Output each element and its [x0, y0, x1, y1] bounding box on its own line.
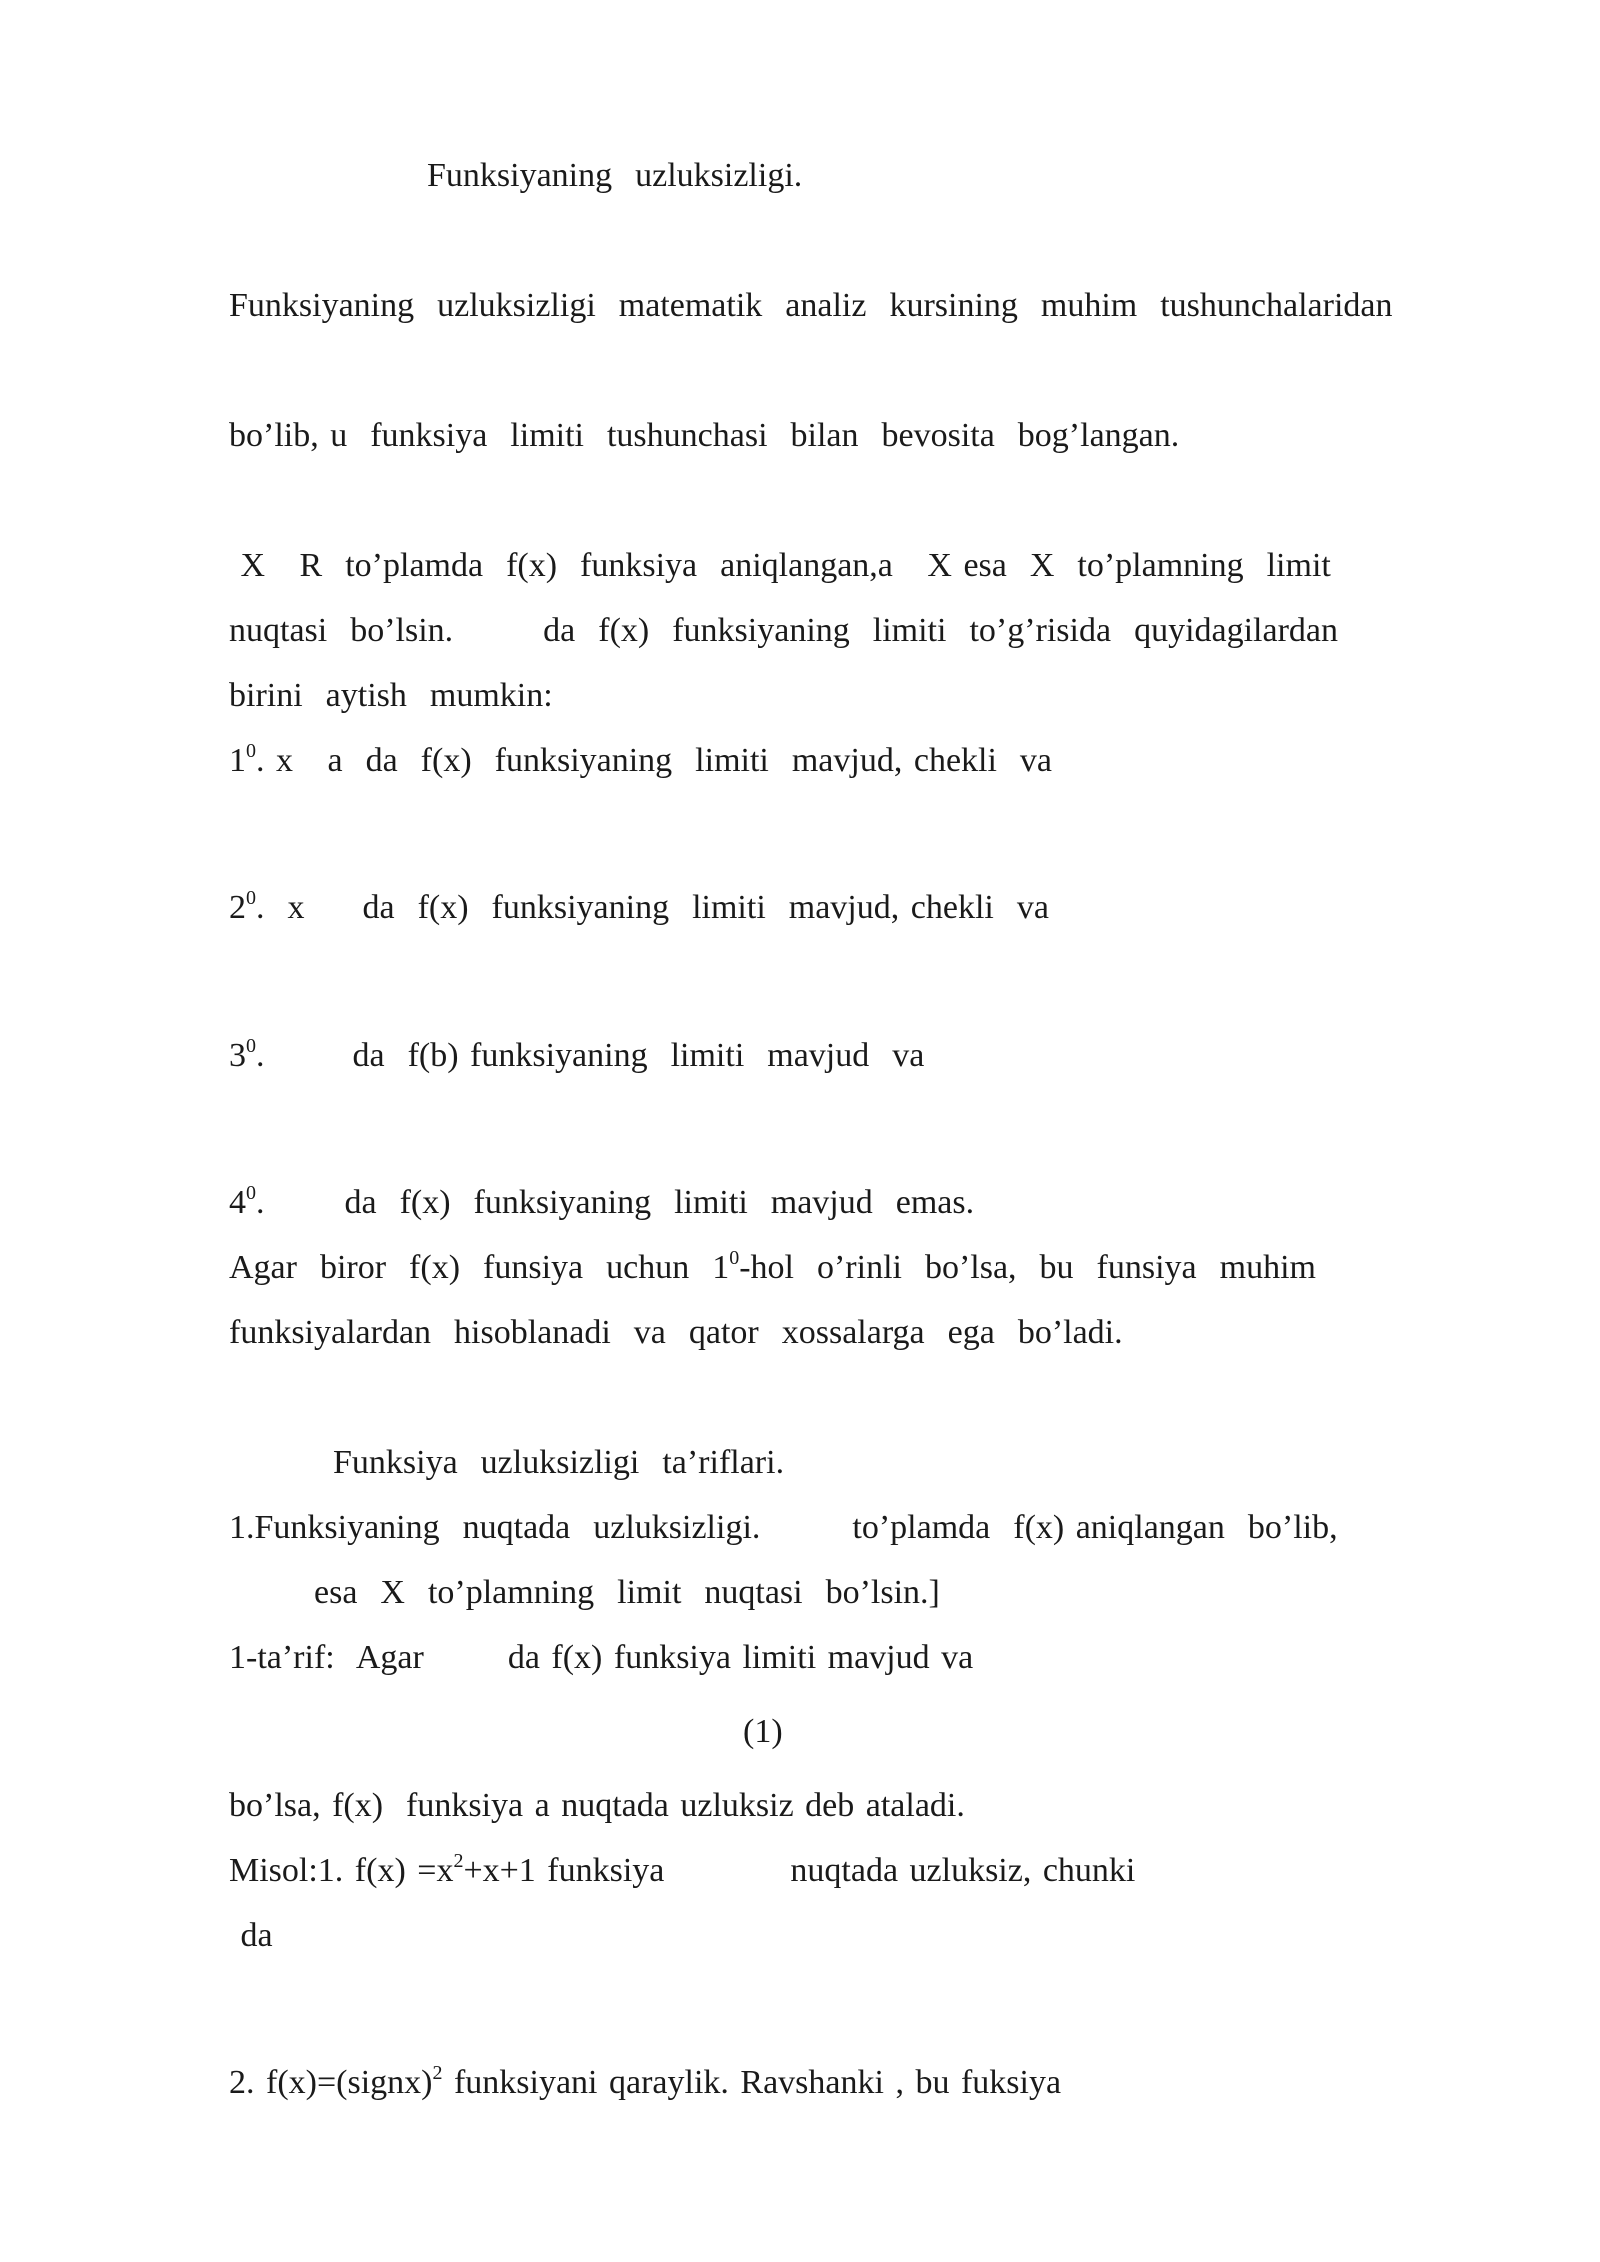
case-4-number: 4 [229, 1184, 246, 1221]
case-2-text: da f(x) funksiyaning limiti mavjud, chekli va [362, 889, 1049, 926]
definition-1-heading: 1.Funksiyaning nuqtada uzluksizligi. [229, 1509, 761, 1546]
example-1-end: nuqtada uzluksiz, chunki [790, 1852, 1136, 1889]
page-title: Funksiyaning uzluksizligi. [427, 157, 803, 194]
case-3-dot: . [256, 1037, 265, 1074]
example-2-superscript: 2 [432, 2061, 443, 2084]
case-1-superscript: 0 [246, 739, 256, 762]
case-1 [229, 741, 1052, 781]
paragraph-2-line-1-start: Agar biror f(x) funsiya uchun 1 [229, 1249, 730, 1286]
case-3 [229, 1036, 924, 1076]
case-2-number: 2 [229, 889, 246, 926]
definition-1-line-3-end: da f(x) funksiya limiti mavjud va [507, 1639, 974, 1676]
example-2-end: funksiyani qaraylik. Ravshanki , bu fuksiya [442, 2064, 1062, 2101]
case-2-superscript: 0 [246, 886, 256, 909]
case-3-number: 3 [229, 1037, 246, 1074]
case-1-number: 1 [229, 742, 246, 779]
paragraph-1-line-2-start: nuqtasi bo’lsin. [229, 612, 454, 649]
paragraph-2-line-1-end: -hol o’rinli bo’lsa, bu funsiya muhim [739, 1249, 1316, 1286]
case-3-superscript: 0 [246, 1034, 256, 1057]
example-2-line-1 [229, 2063, 1061, 2103]
definition-1-line-1-end: to’plamda f(x) aniqlangan bo’lib, [852, 1509, 1338, 1546]
example-1-line-1 [229, 1851, 1135, 1891]
example-1-superscript: 2 [453, 1849, 464, 1872]
paragraph-1-line-3: birini aytish mumkin: [229, 677, 553, 714]
paragraph-2-line-2: funksiyalardan hisoblanadi va qator xossalarga ega bo’ladi. [229, 1314, 1123, 1351]
paragraph-1-line-2-end: da f(x) funksiyaning limiti to’g’risida quyidagilardan [543, 612, 1339, 649]
case-2-x: . x [256, 889, 305, 926]
section-title: Funksiya uzluksizligi ta’riflari. [333, 1444, 785, 1481]
paragraph-1-line-2 [229, 611, 1338, 651]
definition-1-line-3-start: 1-ta’rif: Agar [229, 1639, 424, 1676]
definition-1-line-2: esa X to’plamning limit nuqtasi bo’lsin.] [314, 1574, 940, 1611]
case-4 [229, 1183, 974, 1223]
paragraph-2-line-1 [229, 1248, 1316, 1288]
example-1-middle: +x+1 funksiya [463, 1852, 665, 1889]
case-4-superscript: 0 [246, 1181, 256, 1204]
example-1-start: Misol:1. f(x) =x [229, 1852, 454, 1889]
equation-number: (1) [743, 1713, 783, 1750]
example-1-line-2: da [229, 1917, 273, 1954]
example-2-start: 2. f(x)=(signx) [229, 2064, 433, 2101]
case-4-dot: . [256, 1184, 265, 1221]
case-2 [229, 888, 1049, 928]
case-3-text: da f(b) funksiyaning limiti mavjud va [352, 1037, 925, 1074]
definition-1-line-4: bo’lsa, f(x) funksiya a nuqtada uzluksiz deb ataladi. [229, 1787, 965, 1824]
intro-line-2: bo’lib, u funksiya limiti tushunchasi bilan bevosita bog’langan. [229, 417, 1180, 454]
definition-1-line-3 [229, 1638, 973, 1678]
paragraph-2-superscript: 0 [729, 1246, 740, 1269]
definition-1-line-1 [229, 1508, 1338, 1548]
paragraph-1-line-1: X R to’plamda f(x) funksiya aniqlangan,a X esa X to’plamning limit [229, 547, 1331, 584]
intro-line-1: Funksiyaning uzluksizligi matematik analiz kursining muhim tushunchalaridan [229, 287, 1393, 324]
case-4-text: da f(x) funksiyaning limiti mavjud emas. [344, 1184, 975, 1221]
case-1-text: . x a da f(x) funksiyaning limiti mavjud, chekli va [256, 742, 1053, 779]
